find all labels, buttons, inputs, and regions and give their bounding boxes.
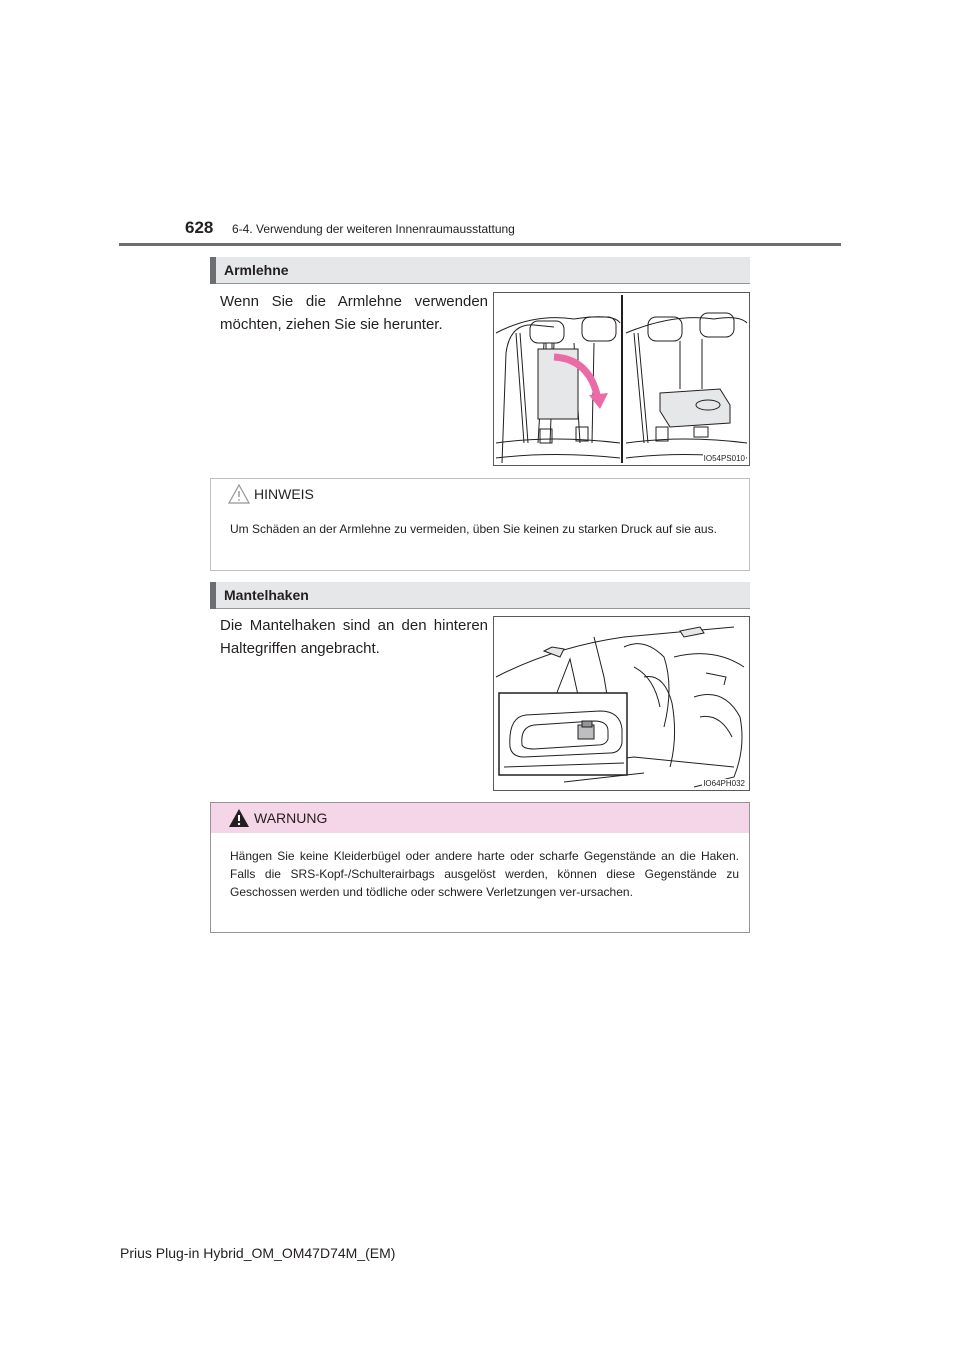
warning-title: WARNUNG xyxy=(254,810,328,826)
hint-header xyxy=(211,479,749,509)
armrest-figure xyxy=(493,292,750,466)
section-header-coat-hooks xyxy=(210,582,750,609)
hint-title: HINWEIS xyxy=(254,486,314,502)
armrest-text: Wenn Sie die Armlehne verwenden möchten, ziehen Sie sie herunter. xyxy=(220,293,488,333)
header-rule xyxy=(119,243,841,246)
section-header-armrest xyxy=(210,257,750,284)
document-footer: Prius Plug-in Hybrid_OM_OM47D74M_(EM) xyxy=(120,1245,396,1261)
section-tab xyxy=(210,582,216,609)
armrest-illustration xyxy=(494,293,749,465)
hint-text: Um Schäden an der Armlehne zu vermeiden, üben Sie keinen zu starken Druck auf sie aus. xyxy=(230,522,717,536)
warning-triangle-icon xyxy=(227,807,251,829)
figure-code: IO64PH032 xyxy=(703,779,745,788)
coat-hook-figure xyxy=(493,616,750,791)
chapter-title: 6-4. Verwendung der weiteren Innenraumausstattung xyxy=(232,222,515,236)
page-number: 628 xyxy=(185,218,214,237)
section-tab xyxy=(210,257,216,284)
figure-code: IO54PS010 xyxy=(703,454,745,463)
warning-text: Hängen Sie keine Kleiderbügel oder andere harte oder scharfe Gegenstände an die Haken. Falls die SRS-Kopf-/Schulterairbags ausgelöst werden, können diese Gegenstände zu Geschossen werden und tödliche oder schwere Verletzungen ver-ursachen. xyxy=(230,849,739,899)
section-title: Armlehne xyxy=(224,262,289,278)
warning-box xyxy=(210,802,750,933)
warning-header xyxy=(211,803,749,833)
coat-hooks-text: Die Mantelhaken sind an den hinteren Haltegriffen angebracht. xyxy=(220,617,488,657)
caution-triangle-icon xyxy=(227,483,251,505)
hint-box xyxy=(210,478,750,571)
coat-hook-illustration xyxy=(494,617,749,790)
section-title: Mantelhaken xyxy=(224,587,309,603)
